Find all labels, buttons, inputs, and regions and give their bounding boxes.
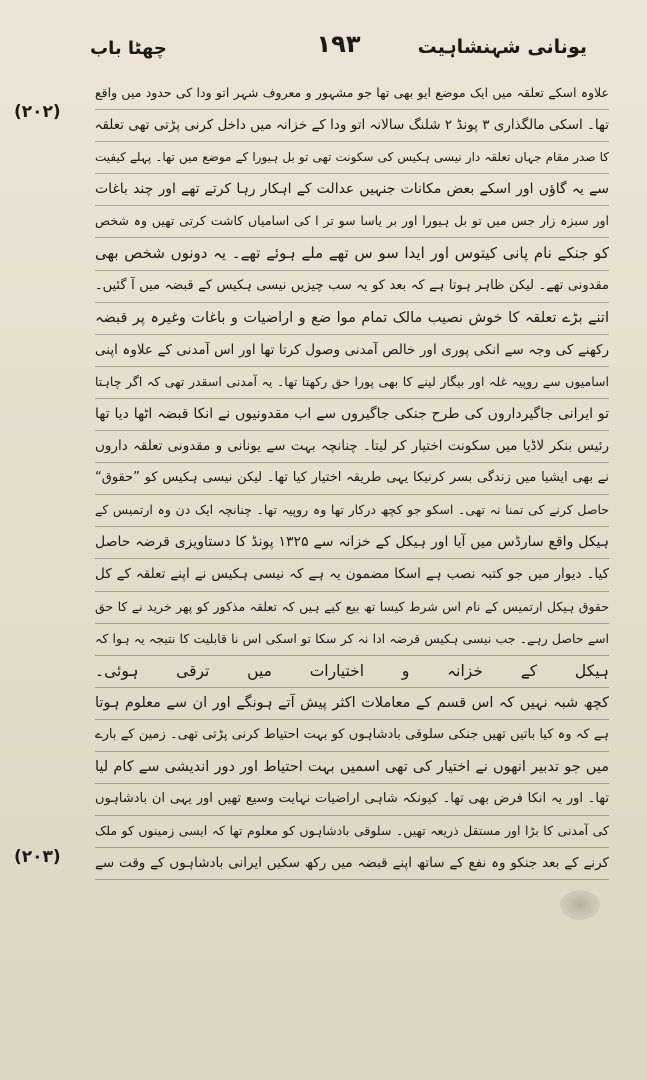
text-line: رکھنے کی وجہ سے انکی پوری اور خالص آمدنی وصول کرتا تھا اور اس آمدنی کے علاوہ اپنی <box>95 335 609 367</box>
text-line: کی آمدنی کا بڑا اور مستقل ذریعہ تھیں۔ سلوقی بادشاہوں کو معلوم تھا کہ ایسی زمینوں کو ملک <box>95 816 609 848</box>
text-line: حاصل کرنے کی تمنا نہ تھی۔ اسکو جو کچھ درکار تھا وہ روپیہ تھا۔ چنانچہ ایک دن وہ ارتمیس کے <box>95 495 609 527</box>
text-line: کیا۔ دیوار میں جو کتبہ نصب ہے اسکا مضمون یہ ہے کہ نیسی ہکیس نے اپنے تعلقہ کے کل <box>95 559 609 591</box>
ink-smudge <box>560 890 600 920</box>
text-line: کو جنکے نام پانی کیتوس اور ایدا سو س تھے ملے ہوئے تھے۔ یہ دونوں شخص بھی <box>95 238 609 270</box>
text-line: کچھ شبہ نہیں کہ اس قسم کے معاملات اکثر پیش آتے ہونگے اور ان سے معلوم ہوتا <box>95 688 609 720</box>
text-line: اسے حاصل رہے۔ جب نیسی ہکیس قرضہ ادا نہ کر سکا تو اسکی اس نا قابلیت کا نتیجہ یہ ہوا کہ <box>95 624 609 656</box>
running-title: یونانی شہنشاہیت <box>417 36 587 58</box>
text-line: کا صدر مقام جہاں تعلقہ دار نیسی ہکیس کی سکونت تھی تو بل ہیورا کے موضع میں تھا۔ پہلے کیفیت <box>95 142 609 174</box>
page-header <box>90 30 587 70</box>
text-line: میں جو تدبیر انھوں نے اختیار کی تھی اسمیں بہت احتیاط اور دور اندیشی سے کام لیا <box>95 752 609 784</box>
text-line: اتنے بڑے تعلقہ کا خوش نصیب مالک تمام موا ضع و اراضیات و باغات وغیرہ پر قبضہ <box>95 303 609 335</box>
text-line: کرنے کے بعد جنکو وہ نفع کے ساتھ اپنے قبضہ میں رکھ سکیں ایرانی بادشاہوں کے وقت سے <box>95 848 609 880</box>
text-line: نے بھی ایشیا میں زندگی بسر کرنیکا یہی طریقہ اختیار کیا تھا۔ لیکن نیسی ہکیس کو ”حقوق“ <box>95 463 609 495</box>
text-line: اسامیوں سے روپیہ غلہ اور بیگار لینے کا بھی پورا حق رکھتا تھا۔ یہ آمدنی اسقدر تھی کہ اگر چاہتا <box>95 367 609 399</box>
text-line: تھا۔ اور یہ انکا فرض بھی تھا۔ کیونکہ شاہی اراضیات نہایت وسیع تھیں اور یہی ان بادشاہوں <box>95 784 609 816</box>
text-line: علاوہ اسکے تعلقہ میں ایک موضع ایو بھی تھا جو مشہور و معروف شہر اتو ودا کی حدود میں واقع <box>95 78 609 110</box>
text-line: ہیکل کے خزانہ و اختیارات میں ترقی ہوئی۔ <box>95 656 609 688</box>
margin-reference: (۲۰۲) <box>14 102 61 122</box>
chapter-heading: چھٹا باب <box>90 38 167 59</box>
text-line: رئیس بنکر لاڈیا میں سکونت اختیار کر لیتا۔ چنانچہ بہت سے یونانی و مقدونی تعلقہ داروں <box>95 431 609 463</box>
text-line: سے یہ گاؤں اور اسکے بعض مکانات جنہیں عدالت کے اہکار رہا کرتے تھے اور چند باغات <box>95 174 609 206</box>
text-line: ہے کہ وہ کیا باتیں تھیں جنکی سلوقی بادشاہوں کو بہت احتیاط کرنی پڑتی تھی۔ زمین کے بارے <box>95 720 609 752</box>
text-line: تھا۔ اسکی مالگذاری ۳ پونڈ ۲ شلنگ سالانہ اتو ودا کے خزانہ میں داخل کرنی پڑتی تھی تعلقہ <box>95 110 609 142</box>
text-line: ہیکل واقع سارڈس میں آیا اور ہیکل کے خزانہ سے ۱۳۲۵ پونڈ کا دستاویزی قرضہ حاصل <box>95 527 609 559</box>
body-text <box>95 78 609 1068</box>
text-line: مقدونی تھے۔ لیکن ظاہر ہوتا ہے کہ بعد کو یہ سب چیزیں نیسی ہکیس کے قبضہ میں آ گئیں۔ <box>95 271 609 303</box>
text-line: حقوق ہیکل ارتمیس کے نام اس شرط کیسا تھ بیع کیے ہیں کہ تعلقہ مذکور کو پھر خرید نے کا حق <box>95 592 609 624</box>
margin-reference: (۲۰۳) <box>14 847 61 867</box>
text-line: اور سبزہ زار جس میں تو بل ہیورا اور بر یاسا سو تر ا کی اسامیاں کاشت کرتی تھیں وہ شخص <box>95 206 609 238</box>
text-line: تو ایرانی جاگیرداروں کی طرح جنکی جاگیروں سے اب مقدونیوں نے انکا قبضہ اٹھا دیا تھا <box>95 399 609 431</box>
page-number: ۱۹۳ <box>316 30 361 58</box>
